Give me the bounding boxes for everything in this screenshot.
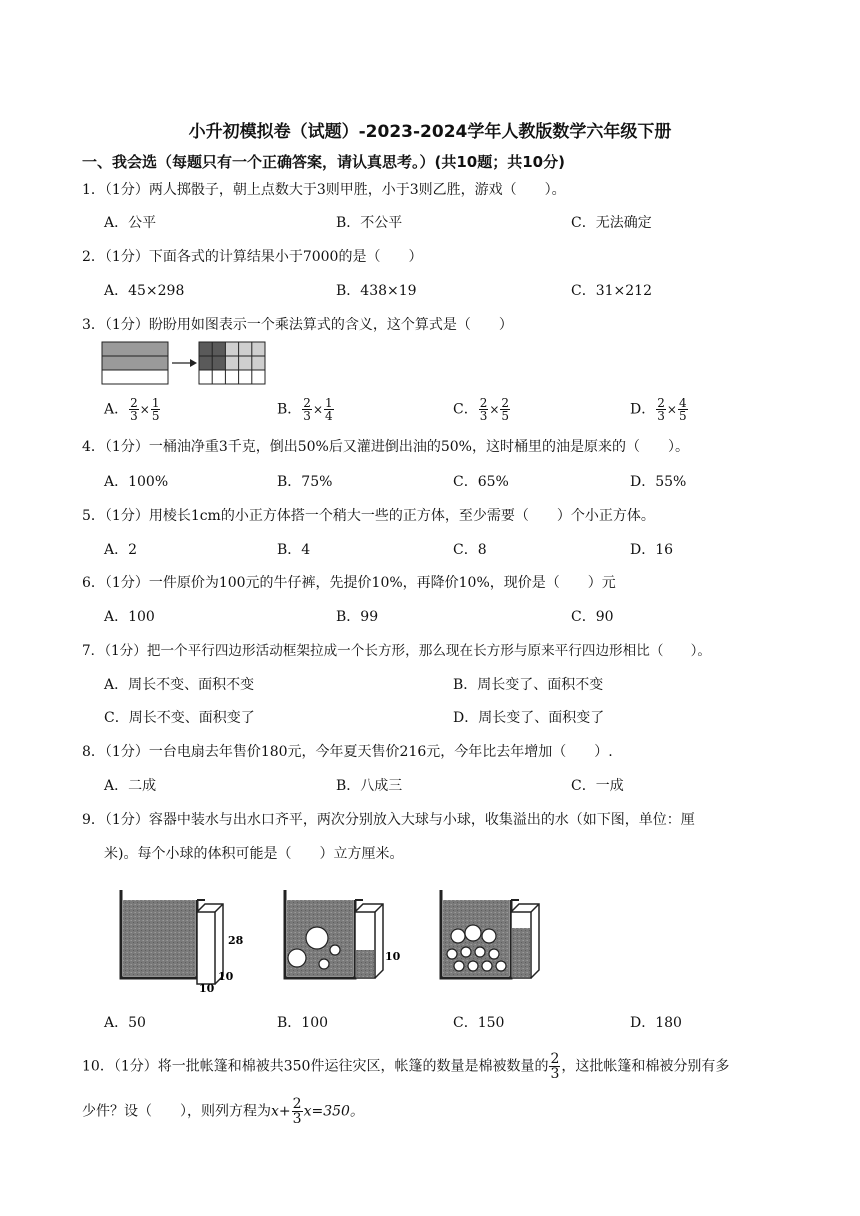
question-9-stem: 9．（1分）容器中装水与出水口齐平，两次分别放入大球与小球，收集溢出的水（如下图，单位：厘 <box>82 812 695 828</box>
width-label: 10 <box>199 982 215 995</box>
water-height-label: 10 <box>385 950 401 963</box>
q4-option-c[interactable]: C．65% <box>453 474 509 490</box>
q5-option-a[interactable]: A．2 <box>104 542 138 558</box>
fraction: $\frac{2}{3}$ <box>303 396 311 423</box>
q2-option-c[interactable]: C．31×212 <box>571 283 652 299</box>
question-4-stem: 4．（1分）一桶油净重3千克，倒出50%后又灌进倒出油的50%，这时桶里的油是原来的（ ）。 <box>82 439 689 455</box>
question-10-stem: 10．（1分）将一批帐篷和棉被共350件运往灾区，帐篷的数量是棉被数量的 $\frac{2}{3}$ ，这批帐篷和棉被分别有多 <box>82 1051 730 1082</box>
q1-option-b[interactable]: B．不公平 <box>336 215 403 231</box>
q2-option-a[interactable]: A．45×298 <box>104 283 185 299</box>
q7-option-a[interactable]: A．周长不变、面积不变 <box>104 677 255 693</box>
q9-option-d[interactable]: D．180 <box>630 1015 682 1031</box>
height-label: 28 <box>228 934 244 947</box>
fraction: $\frac{1}{4}$ <box>325 396 333 423</box>
q3-option-b[interactable]: B． $\frac{2}{3}$ × $\frac{1}{4}$ <box>277 396 333 423</box>
container-2 <box>285 890 401 978</box>
fraction: $\frac{2}{3}$ <box>479 396 488 423</box>
q1-option-c[interactable]: C．无法确定 <box>571 215 652 231</box>
question-8-stem: 8．（1分）一台电扇去年售价180元，今年夏天售价216元，今年比去年增加（ ）. <box>82 744 613 760</box>
fraction: $\frac{2}{5}$ <box>501 396 510 423</box>
depth-label: 10 <box>218 970 234 983</box>
q5-option-b[interactable]: B．4 <box>277 542 311 558</box>
q6-option-b[interactable]: B．99 <box>336 609 379 625</box>
fraction: $\frac{2}{3}$ <box>657 396 665 423</box>
fraction: $\frac{2}{3}$ <box>550 1051 560 1082</box>
question-6-stem: 6．（1分）一件原价为100元的牛仔裤，先提价10%，再降价10%，现价是（ ）元 <box>82 575 616 591</box>
fraction: $\frac{2}{3}$ <box>292 1096 302 1127</box>
q9-option-b[interactable]: B．100 <box>277 1015 329 1031</box>
fraction-figure <box>100 340 270 388</box>
q8-option-c[interactable]: C．一成 <box>571 778 624 794</box>
question-9-stem-cont: 米)。每个小球的体积可能是（ ）立方厘米。 <box>104 846 404 862</box>
q7-option-d[interactable]: D．周长变了、面积变了 <box>453 710 605 726</box>
q4-option-d[interactable]: D．55% <box>630 474 687 490</box>
question-1-stem: 1．（1分）两人掷骰子，朝上点数大于3则甲胜，小于3则乙胜，游戏（ ）。 <box>82 182 566 198</box>
q3-option-c[interactable]: C． $\frac{2}{3}$ × $\frac{2}{5}$ <box>453 396 510 423</box>
q3-option-d[interactable]: D． $\frac{2}{3}$ × $\frac{4}{5}$ <box>630 396 687 423</box>
question-5-stem: 5．（1分）用棱长1cm的小正方体搭一个稍大一些的正方体，至少需要（ ）个小正方体。 <box>82 508 655 524</box>
question-2-stem: 2．（1分）下面各式的计算结果小于7000的是（ ） <box>82 249 423 265</box>
question-7-stem: 7．（1分）把一个平行四边形活动框架拉成一个长方形，那么现在长方形与原来平行四边形相比（ ）。 <box>82 643 712 659</box>
q7-option-b[interactable]: B．周长变了、面积不变 <box>453 677 604 693</box>
q6-option-a[interactable]: A．100 <box>104 609 155 625</box>
q4-option-b[interactable]: B．75% <box>277 474 333 490</box>
fraction: $\frac{1}{5}$ <box>151 396 160 423</box>
q9-option-a[interactable]: A．50 <box>104 1015 146 1031</box>
container-1 <box>121 890 244 995</box>
q1-option-a[interactable]: A．公平 <box>104 215 157 231</box>
fraction: $\frac{2}{3}$ <box>130 396 138 423</box>
section-heading: 一、我会选（每题只有一个正确答案，请认真思考。）(共10题；共10分) <box>82 153 565 171</box>
q7-option-c[interactable]: C．周长不变、面积变了 <box>104 710 255 726</box>
q2-option-b[interactable]: B．438×19 <box>336 283 417 299</box>
q6-option-c[interactable]: C．90 <box>571 609 614 625</box>
q8-option-b[interactable]: B．八成三 <box>336 778 403 794</box>
container-diagram <box>115 884 555 996</box>
q3-option-a[interactable]: A． $\frac{2}{3}$ × $\frac{1}{5}$ <box>104 396 160 423</box>
question-3-stem: 3．（1分）盼盼用如图表示一个乘法算式的含义，这个算式是（ ） <box>82 317 513 333</box>
container-3 <box>441 890 539 978</box>
q5-option-d[interactable]: D．16 <box>630 542 674 558</box>
page-title: 小升初模拟卷（试题）-2023-2024学年人教版数学六年级下册 <box>188 122 672 142</box>
q5-option-c[interactable]: C．8 <box>453 542 487 558</box>
q8-option-a[interactable]: A．二成 <box>104 778 157 794</box>
q9-option-c[interactable]: C．150 <box>453 1015 505 1031</box>
q4-option-a[interactable]: A．100% <box>104 474 169 490</box>
question-10-stem-cont: 少件？设（ ），则列方程为x+ $\frac{2}{3}$ x=350。 <box>82 1096 364 1127</box>
fraction: $\frac{4}{5}$ <box>678 396 687 423</box>
